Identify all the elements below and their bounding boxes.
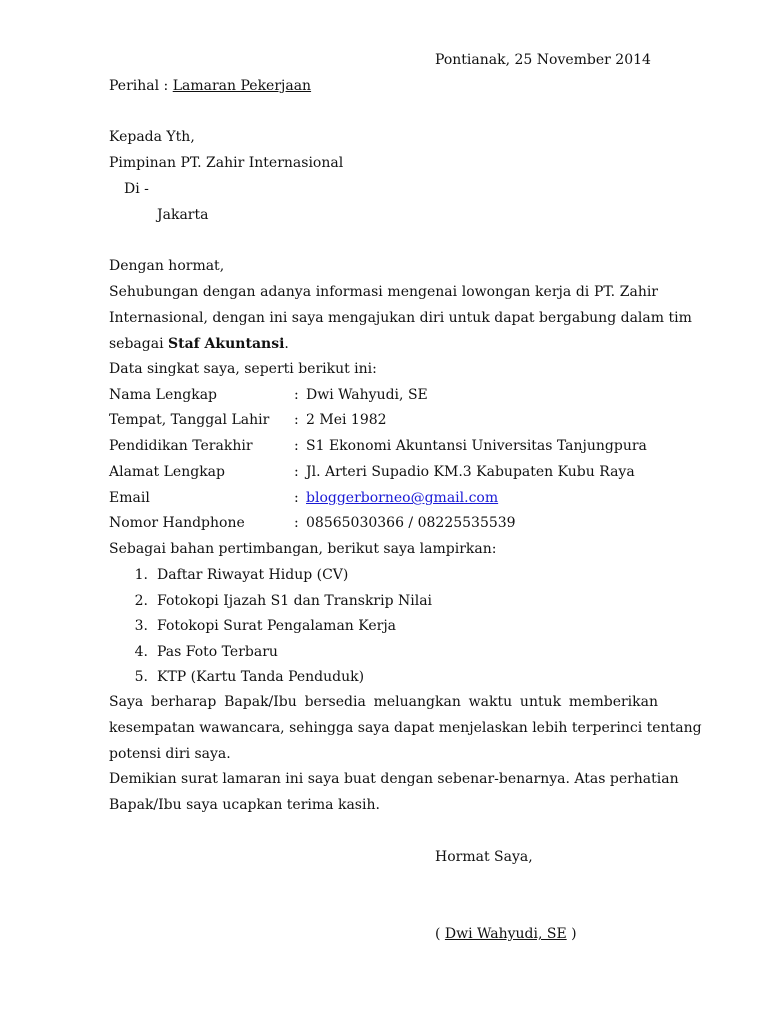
list-item: KTP (Kartu Tanda Penduduk) (157, 669, 365, 685)
hope-line-3: potensi diri saya. (109, 746, 231, 762)
detail-label-education: Pendidikan Terakhir (109, 438, 253, 454)
detail-colon: : (294, 490, 299, 506)
detail-colon: : (294, 464, 299, 480)
intro-paragraph (109, 282, 692, 360)
recipient-greeting: Kepada Yth, (109, 129, 195, 145)
detail-value-name: Dwi Wahyudi, SE (306, 387, 428, 403)
detail-colon: : (294, 438, 299, 454)
intro-line-1: Sehubungan dengan adanya informasi mengenai lowongan kerja di PT. Zahir (109, 284, 658, 300)
signature-open: ( (435, 926, 441, 942)
list-item: Fotokopi Surat Pengalaman Kerja (157, 618, 397, 634)
position-name: Staf Akuntansi (168, 336, 285, 352)
detail-colon: : (294, 387, 299, 403)
detail-label-birth: Tempat, Tanggal Lahir (109, 412, 270, 428)
intro-suffix: . (284, 336, 289, 352)
detail-value-birth: 2 Mei 1982 (306, 412, 387, 428)
intro-line-2: Internasional, dengan ini saya mengajukan diri untuk dapat bergabung dalam tim (109, 310, 692, 326)
subject-text: Lamaran Pekerjaan (172, 78, 312, 94)
list-item: Daftar Riwayat Hidup (CV) (157, 567, 349, 583)
data-intro: Data singkat saya, seperti berikut ini: (109, 361, 377, 377)
list-item-number: 5. (134, 669, 148, 685)
intro-prefix: sebagai (109, 336, 169, 352)
detail-colon: : (294, 515, 299, 531)
closing-line-2: Bapak/Ibu saya ucapkan terima kasih. (109, 797, 380, 813)
list-item: Pas Foto Terbaru (157, 644, 278, 660)
detail-colon: : (294, 412, 299, 428)
detail-value-phone: 08565030366 / 08225535539 (306, 515, 516, 531)
signature-close: ) (571, 926, 577, 942)
email-link[interactable]: bloggerborneo@gmail.com (306, 490, 499, 506)
subject-label: Perihal : (109, 78, 169, 94)
list-item-number: 1. (134, 567, 148, 583)
list-item: Fotokopi Ijazah S1 dan Transkrip Nilai (157, 593, 433, 609)
signature (435, 924, 577, 944)
recipient-city: Jakarta (157, 207, 209, 223)
detail-label-phone: Nomor Handphone (109, 515, 245, 531)
detail-label-address: Alamat Lengkap (109, 464, 225, 480)
detail-label-email: Email (109, 490, 150, 506)
hope-paragraph (109, 692, 702, 770)
list-item-number: 3. (134, 618, 148, 634)
closing-line-1: Demikian surat lamaran ini saya buat dengan sebenar-benarnya. Atas perhatian (109, 771, 679, 787)
detail-value-education: S1 Ekonomi Akuntansi Universitas Tanjungpura (306, 438, 647, 454)
subject-line (109, 76, 311, 96)
regards: Hormat Saya, (435, 849, 533, 865)
salutation: Dengan hormat, (109, 258, 225, 274)
recipient-name: Pimpinan PT. Zahir Internasional (109, 155, 344, 171)
detail-value-address: Jl. Arteri Supadio KM.3 Kabupaten Kubu Raya (306, 464, 635, 480)
signature-name: Dwi Wahyudi, SE (444, 926, 567, 942)
closing-paragraph (109, 769, 679, 821)
attachments-intro: Sebagai bahan pertimbangan, berikut saya lampirkan: (109, 541, 497, 557)
hope-line-2: kesempatan wawancara, sehingga saya dapat menjelaskan lebih terperinci tentang (109, 720, 702, 736)
list-item-number: 4. (134, 644, 148, 660)
hope-line-1: Saya berharap Bapak/Ibu bersedia meluangkan waktu untuk memberikan (109, 694, 658, 710)
recipient-di: Di - (124, 181, 149, 197)
intro-line-3 (109, 334, 658, 354)
list-item-number: 2. (134, 593, 148, 609)
place-date: Pontianak, 25 November 2014 (435, 52, 651, 68)
detail-label-name: Nama Lengkap (109, 387, 218, 403)
